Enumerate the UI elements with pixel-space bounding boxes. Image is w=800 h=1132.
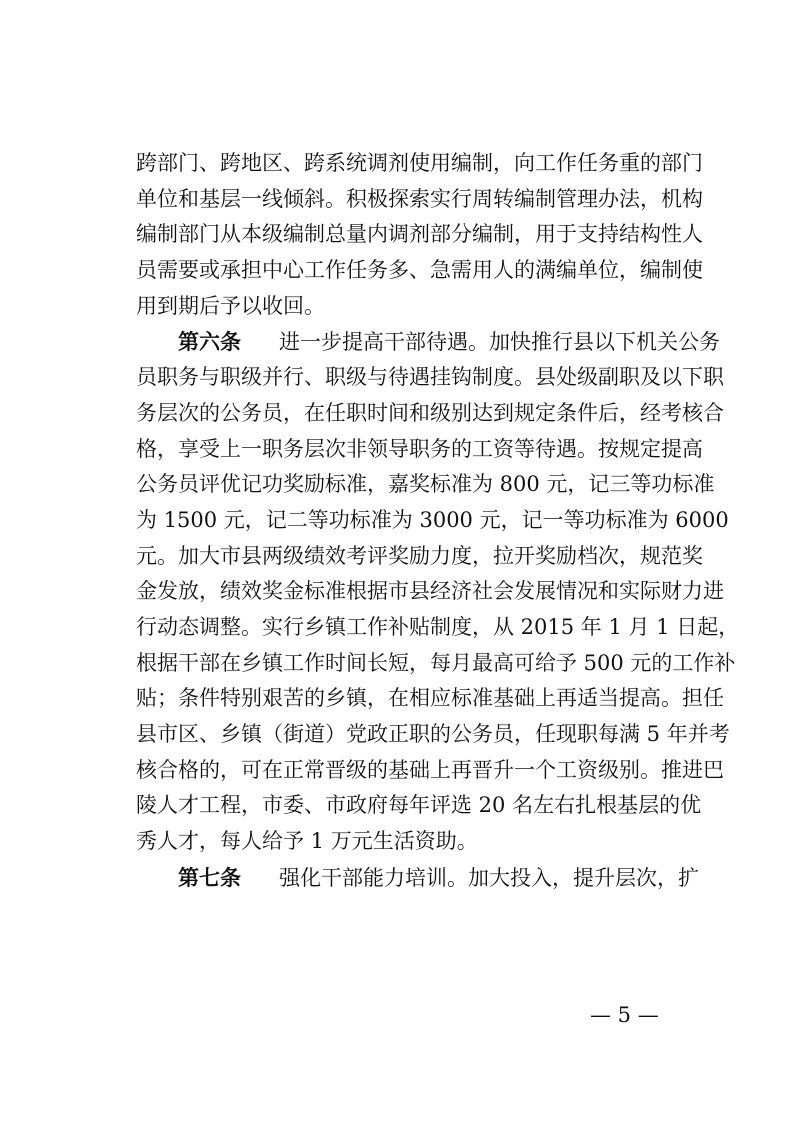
text-line: 公务员评优记功奖励标准，嘉奖标准为 800 元，记三等功标准 <box>136 472 715 497</box>
article-six-heading: 第六条 <box>178 329 241 355</box>
text-line: 贴；条件特别艰苦的乡镇，在相应标准基础上再适当提高。担任 <box>136 686 724 711</box>
text-line: 秀人才，每人给予 1 万元生活资助。 <box>136 829 478 854</box>
text-line: 根据干部在乡镇工作时间长短，每月最高可给予 500 元的工作补 <box>136 650 736 675</box>
text-line: 金发放，绩效奖金标准根据市县经济社会发展情况和实际财力进 <box>136 579 724 604</box>
article-seven-first-line <box>136 860 699 896</box>
text-segment: 进一步提高干部待遇。加快推行县以下机关公务 <box>279 330 720 355</box>
text-line: 元。加大市县两级绩效考评奖励力度，拉开奖励档次，规范奖 <box>136 543 703 568</box>
text-line: 陵人才工程，市委、市政府每年评选 20 名左右扎根基层的优 <box>136 793 702 818</box>
text-line: 员需要或承担中心工作任务多、急需用人的满编单位，编制使 <box>136 258 703 283</box>
text-line: 务层次的公务员，在任职时间和级别达到规定条件后，经考核合 <box>136 400 724 425</box>
text-line: 核合格的，可在正常晋级的基础上再晋升一个工资级别。推进巴 <box>136 757 724 782</box>
article-six-first-line <box>136 324 720 360</box>
page-number: — 5 — <box>590 1003 659 1027</box>
text-line: 用到期后予以收回。 <box>136 293 325 318</box>
text-segment: 强化干部能力培训。加大投入，提升层次，扩 <box>279 865 699 890</box>
text-line: 为 1500 元，记二等功标准为 3000 元，记一等功标准为 6000 <box>136 507 729 532</box>
text-line: 单位和基层一线倾斜。积极探索实行周转编制管理办法，机构 <box>136 186 703 211</box>
text-line: 编制部门从本级编制总量内调剂部分编制，用于支持结构性人 <box>136 222 703 247</box>
text-line: 员职务与职级并行、职级与待遇挂钩制度。县处级副职及以下职 <box>136 365 724 390</box>
body-text <box>136 146 740 895</box>
article-seven-heading: 第七条 <box>178 864 241 890</box>
text-line: 行动态调整。实行乡镇工作补贴制度，从 2015 年 1 月 1 日起， <box>136 614 740 639</box>
text-line: 跨部门、跨地区、跨系统调剂使用编制，向工作任务重的部门 <box>136 151 703 175</box>
text-line: 县市区、乡镇（街道）党政正职的公务员，任现职每满 5 年并考 <box>136 722 730 746</box>
text-line: 格，享受上一职务层次非领导职务的工资等待遇。按规定提高 <box>136 436 703 461</box>
